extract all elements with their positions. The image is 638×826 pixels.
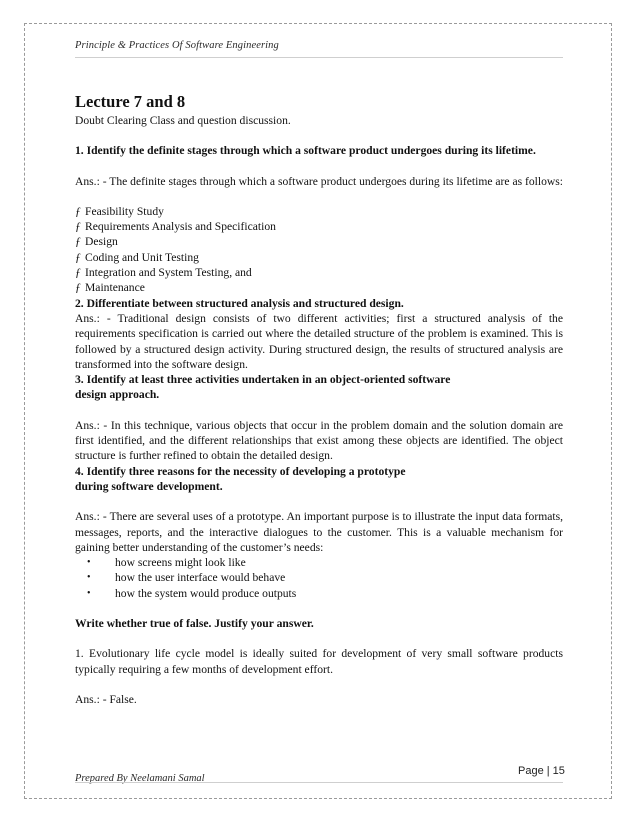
- bullet-glyph: •: [87, 572, 91, 584]
- bullet-text: how the system would produce outputs: [115, 586, 297, 600]
- stage-item: [75, 250, 563, 265]
- footer-author: Prepared By Neelamani Samal: [75, 773, 205, 784]
- answer-2: Ans.: - Traditional design consists of two different activities; first a structured analysis of the requirements specification is carried out where the detailed structure of the problem is examined. This is followed by a structured design activity. During structured design, the results of structured analysis are transformed into the software design.: [75, 311, 563, 371]
- question-3-line-1: 3. Identify at least three activities undertaken in an object-oriented software: [75, 373, 451, 387]
- list-item: [75, 555, 563, 570]
- lecture-subtitle: Doubt Clearing Class and question discussion.: [75, 114, 291, 127]
- list-item: [75, 570, 563, 585]
- stage-glyph: ƒ: [75, 235, 81, 249]
- bullet-text: how screens might look like: [115, 556, 246, 570]
- question-1: 1. Identify the definite stages through which a software product undergoes during its lifetime.: [75, 144, 536, 158]
- stage-glyph: ƒ: [75, 204, 81, 218]
- bullet-glyph: •: [87, 587, 91, 599]
- running-header: Principle & Practices Of Software Engineering: [75, 40, 279, 51]
- footer-divider: [75, 782, 563, 783]
- stage-item: [75, 265, 563, 280]
- stage-item: [75, 219, 563, 234]
- stage-glyph: ƒ: [75, 220, 81, 234]
- answer-1: Ans.: - The definite stages through which a software product undergoes during its lifetime are as follows:: [75, 174, 564, 188]
- stage-glyph: ƒ: [75, 281, 81, 295]
- answer-3: Ans.: - In this technique, various objects that occur in the problem domain and the solution domain are first identified, and the different relationships that exist among these objects are identified. The object structure is further refined to obtain the detailed design.: [75, 418, 563, 463]
- stage-label: Maintenance: [85, 281, 145, 295]
- document-body: [75, 92, 563, 707]
- header-divider: [75, 57, 563, 58]
- stage-label: Coding and Unit Testing: [85, 250, 199, 264]
- stage-label: Integration and System Testing, and: [85, 266, 252, 280]
- true-false-heading: Write whether true of false. Justify your answer.: [75, 617, 314, 631]
- stage-glyph: ƒ: [75, 250, 81, 264]
- bullet-text: how the user interface would behave: [115, 571, 286, 585]
- stage-label: Design: [85, 235, 118, 249]
- bullet-glyph: •: [87, 557, 91, 569]
- stage-glyph: ƒ: [75, 266, 81, 280]
- question-4-line-2: during software development.: [75, 479, 223, 493]
- question-3-line-2: design approach.: [75, 388, 160, 402]
- lecture-title: Lecture 7 and 8: [75, 92, 186, 111]
- true-false-answer-1: Ans.: - False.: [75, 692, 137, 706]
- question-4-line-1: 4. Identify three reasons for the necessity of developing a prototype: [75, 464, 406, 478]
- stage-label: Requirements Analysis and Specification: [85, 220, 276, 234]
- question-2: 2. Differentiate between structured analysis and structured design.: [75, 296, 404, 310]
- true-false-item-1: 1. Evolutionary life cycle model is ideally suited for development of very small software products typically requiring a few months of development effort.: [75, 647, 563, 676]
- answer-4: Ans.: - There are several uses of a prototype. An important purpose is to illustrate the input data formats, messages, reports, and the interactive dialogues to the customer. This is a valuable mechanism for gaining better understanding of the customer’s needs:: [75, 510, 563, 554]
- stage-label: Feasibility Study: [85, 204, 164, 218]
- list-item: [75, 586, 563, 601]
- page-number: Page | 15: [518, 765, 565, 777]
- stage-item: [75, 280, 563, 295]
- stage-item: [75, 204, 563, 219]
- stage-item: [75, 234, 563, 249]
